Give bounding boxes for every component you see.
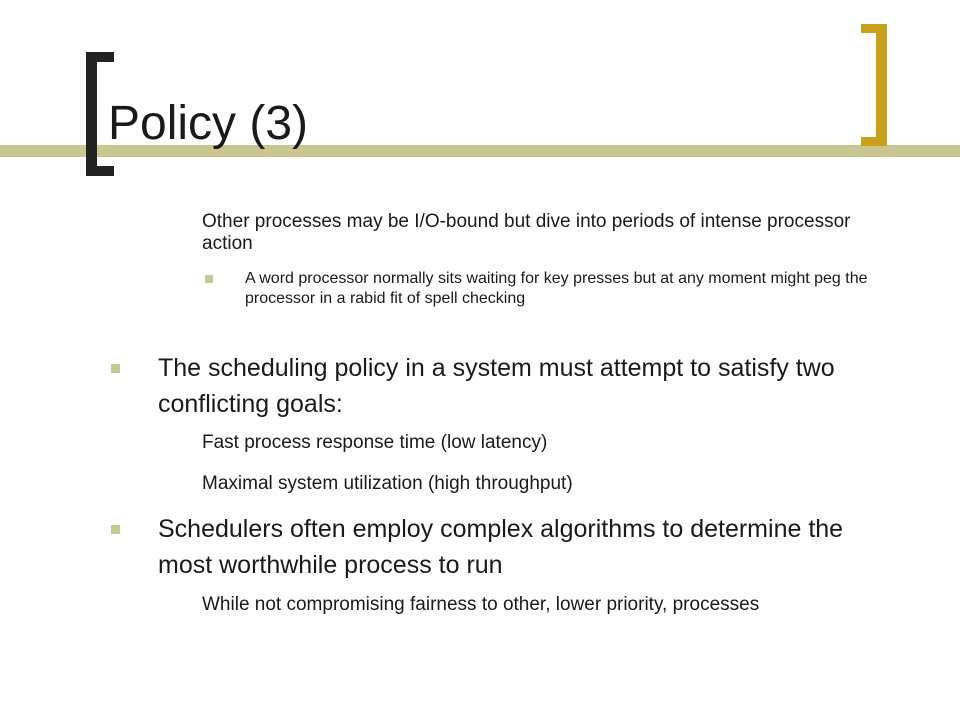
bullet-text: The scheduling policy in a system must attempt to satisfy two conflicting goals: (158, 354, 835, 418)
bullet-text: Maximal system utilization (high throughput) (202, 473, 573, 494)
bullet-item (202, 430, 902, 456)
bullet-item (158, 511, 878, 583)
bullet-item (202, 589, 892, 620)
bullet-text: While not compromising fairness to other, lower priority, processes (202, 594, 760, 615)
square-bullet-icon (111, 364, 120, 373)
bullet-text: Schedulers often employ complex algorithms to determine the most worthwhile process to run (158, 515, 844, 579)
bullet-text: A word processor normally sits waiting for key presses but at any moment might peg the processor in a rabid fit of spell checking (245, 270, 868, 307)
bullet-item (202, 211, 902, 255)
bullet-item (202, 471, 902, 497)
bullet-text: Fast process response time (low latency) (202, 432, 548, 453)
square-bullet-icon (111, 525, 120, 534)
bullet-text: Other processes may be I/O-bound but dive into periods of intense processor action (202, 211, 851, 254)
bullet-item (158, 350, 878, 422)
slide-title: Policy (3) (108, 97, 309, 150)
square-bullet-icon (205, 275, 213, 283)
sub-bullet-item (245, 269, 890, 309)
